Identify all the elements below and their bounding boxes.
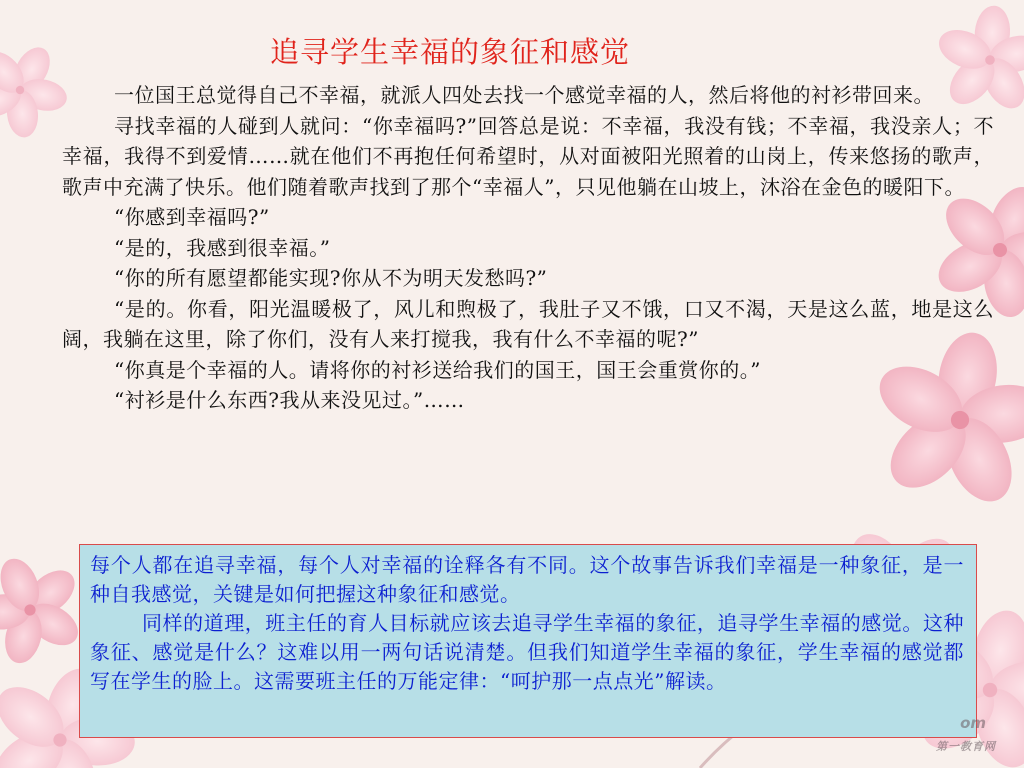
slide-title: 追寻学生幸福的象征和感觉	[269, 35, 630, 69]
moral-paragraph: 同样的道理，班主任的育人目标就应该去追寻学生幸福的象征，追寻学生幸福的感觉。这种象征、感觉是什么？这难以用一两句话说清楚。但我们知道学生幸福的象征，学生幸福的感觉都写在学生的脸上。这需要班主任的万能定律：“呵护那一点点光”解读。	[90, 611, 964, 693]
dialogue-line: “你感到幸福吗?”	[114, 205, 270, 229]
watermark-text: 第一教育网	[936, 740, 996, 753]
moral-box	[79, 544, 977, 738]
watermark-text: om	[960, 714, 986, 732]
dialogue-line: “是的，我感到很幸福。”	[114, 235, 331, 260]
dialogue-line: “衬衫是什么东西?我从来没见过。”……	[114, 388, 465, 412]
story-paragraph: 寻找幸福的人碰到人就问：“你幸福吗?”回答总是说：不幸福，我没有钱；不幸福，我没亲人；不幸福，我得不到爱情……就在他们不再抱任何希望时，从对面被阳光照着的山岗上，传来悠扬的歌声，歌声中充满了快乐。他们随着歌声找到了那个“幸福人”，只见他躺在山坡上，沐浴在金色的暖阳下。	[62, 113, 994, 199]
story-paragraph: 一位国王总觉得自己不幸福，就派人四处去找一个感觉幸福的人，然后将他的衬衫带回来。	[114, 83, 934, 107]
dialogue-line: “是的。你看，阳光温暖极了，风儿和煦极了，我肚子又不饿，口又不渴，天是这么蓝，地是这么阔，我躺在这里，除了你们，没有人来打搅我，我有什么不幸福的呢?”	[62, 296, 994, 351]
story-text	[62, 80, 994, 416]
moral-paragraph: 每个人都在追寻幸福，每个人对幸福的诠释各有不同。这个故事告诉我们幸福是一种象征，是一种自我感觉，关键是如何把握这种象征和感觉。	[90, 553, 964, 606]
dialogue-line: “你真是个幸福的人。请将你的衬衫送给我们的国王，国王会重赏你的。”	[114, 357, 761, 382]
site-watermark	[906, 714, 996, 754]
dialogue-line: “你的所有愿望都能实现?你从不为明天发愁吗?”	[114, 266, 548, 290]
